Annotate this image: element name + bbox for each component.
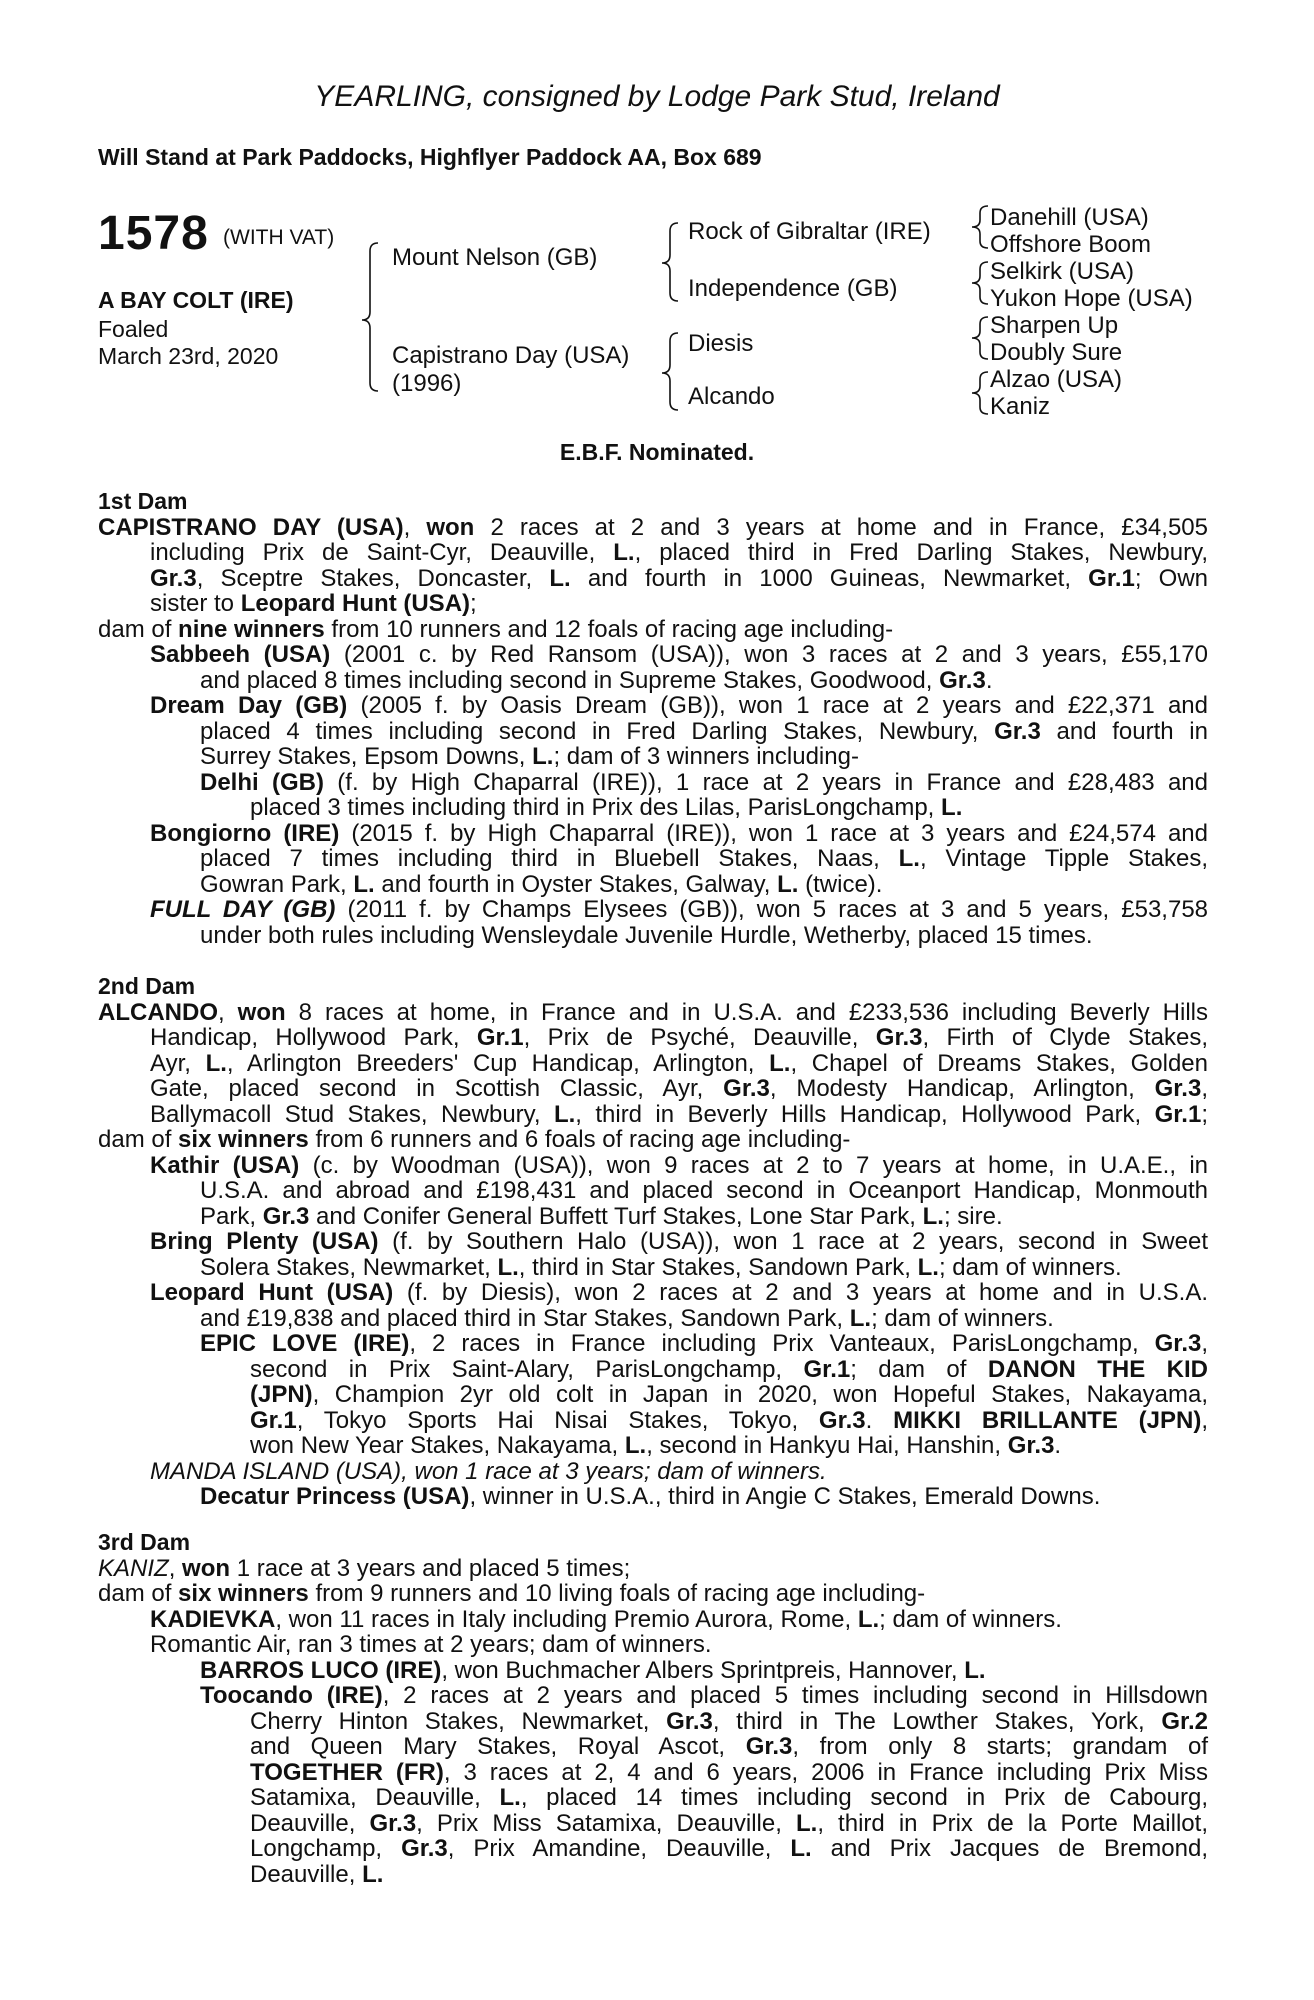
produce-entry: placed 7 times including third in Bluebell Stakes, Naas, L., Vintage Tipple Stakes,	[200, 845, 1208, 872]
dam-line: ALCANDO, won 8 races at home, in France and in U.S.A. and £233,536 including Beverly Hills	[98, 998, 1208, 1026]
sire-dam-name: Independence (GB)	[688, 275, 898, 302]
section-heading: 3rd Dam	[98, 1529, 191, 1555]
dam-line: dam of six winners from 6 runners and 6 foals of racing age including-	[98, 1126, 851, 1153]
dam-line: Ballymacoll Stud Stakes, Newbury, L., third in Beverly Hills Handicap, Hollywood Park, Gr.1;	[150, 1100, 1208, 1128]
produce-entry: Park, Gr.3 and Conifer General Buffett Turf Stakes, Lone Star Park, L.; sire.	[200, 1202, 1003, 1230]
dam-sire-name: Diesis	[688, 330, 754, 357]
produce-entry: U.S.A. and abroad and £198,431 and placed second in Oceanport Handicap, Monmouth	[200, 1177, 1208, 1204]
produce-entry: placed 3 times including third in Prix des Lilas, ParisLongchamp, L.	[250, 794, 963, 821]
g4-ancestor: Sharpen Up	[990, 312, 1119, 339]
produce-entry: Deauville, Gr.3, Prix Miss Satamixa, Deauville, L., third in Prix de la Porte Maillot,	[250, 1809, 1208, 1837]
g4-ancestor: Danehill (USA)	[990, 204, 1149, 231]
produce-entry: Toocando (IRE), 2 races at 2 years and placed 5 times including second in Hillsdown	[200, 1682, 1208, 1709]
produce-entry: Dream Day (GB) (2005 f. by Oasis Dream (GB)), won 1 race at 2 years and £22,371 and	[150, 692, 1209, 719]
foaled-date: March 23rd, 2020	[98, 343, 279, 369]
foaled-label: Foaled	[98, 316, 169, 342]
produce-entry: and placed 8 times including second in Supreme Stakes, Goodwood, Gr.3.	[200, 666, 993, 694]
produce-entry: Bongiorno (IRE) (2015 f. by High Chaparral (IRE)), won 1 race at 3 years and £24,574 and	[150, 819, 1208, 847]
g4-ancestor: Alzao (USA)	[990, 366, 1123, 393]
g4-ancestor: Selkirk (USA)	[990, 258, 1135, 285]
produce-entry: TOGETHER (FR), 3 races at 2, 4 and 6 years, 2006 in France including Prix Miss	[250, 1758, 1208, 1786]
vat-note: (WITH VAT)	[223, 226, 335, 249]
dam-line: Gr.3, Sceptre Stakes, Doncaster, L. and fourth in 1000 Guineas, Newmarket, Gr.1; Own	[150, 564, 1209, 592]
ebf-nominated: E.B.F. Nominated.	[559, 439, 755, 465]
dam-line: Gate, placed second in Scottish Classic, Ayr, Gr.3, Modesty Handicap, Arlington, Gr.3,	[150, 1075, 1208, 1102]
produce-entry: won New Year Stakes, Nakayama, L., second in Hankyu Hai, Hanshin, Gr.3.	[250, 1432, 1062, 1459]
dam-line: KANIZ, won 1 race at 3 years and placed 5 times;	[98, 1554, 631, 1582]
produce-entry: Satamixa, Deauville, L., placed 14 times including second in Prix de Cabourg,	[250, 1784, 1209, 1811]
produce-entry: (JPN), Champion 2yr old colt in Japan in 2020, won Hopeful Stakes, Nakayama,	[250, 1381, 1208, 1408]
produce-entry: Romantic Air, ran 3 times at 2 years; dam of winners.	[150, 1631, 712, 1658]
produce-entry: and £19,838 and placed third in Star Stakes, Sandown Park, L.; dam of winners.	[200, 1304, 1054, 1332]
produce-entry: Sabbeeh (USA) (2001 c. by Red Ransom (USA)), won 3 races at 2 and 3 years, £55,170	[150, 641, 1209, 668]
produce-entry: KADIEVKA, won 11 races in Italy including Premio Aurora, Rome, L.; dam of winners.	[150, 1605, 1062, 1633]
produce-entry: Gr.1, Tokyo Sports Hai Nisai Stakes, Tokyo, Gr.3. MIKKI BRILLANTE (JPN),	[250, 1406, 1208, 1434]
produce-entry: and Queen Mary Stakes, Royal Ascot, Gr.3, from only 8 starts; grandam of	[250, 1733, 1208, 1760]
dam-line: CAPISTRANO DAY (USA), won 2 races at 2 and 3 years at home and in France, £34,505	[98, 513, 1208, 541]
g4-ancestor: Doubly Sure	[990, 339, 1123, 366]
produce-entry: Longchamp, Gr.3, Prix Amandine, Deauville, L. and Prix Jacques de Bremond,	[250, 1835, 1208, 1862]
produce-entry: EPIC LOVE (IRE), 2 races in France including Prix Vanteaux, ParisLongchamp, Gr.3,	[200, 1330, 1209, 1357]
dam-line: Ayr, L., Arlington Breeders' Cup Handicap, Arlington, L., Chapel of Dreams Stakes, Golden	[150, 1049, 1209, 1077]
dam-line: dam of nine winners from 10 runners and 12 foals of racing age including-	[98, 615, 894, 643]
produce-entry: Gowran Park, L. and fourth in Oyster Stakes, Galway, L. (twice).	[200, 870, 883, 898]
produce-entry: Surrey Stakes, Epsom Downs, L.; dam of 3 winners including-	[200, 743, 859, 770]
g4-ancestor: Kaniz	[990, 393, 1051, 420]
produce-entry: Cherry Hinton Stakes, Newmarket, Gr.3, third in The Lowther Stakes, York, Gr.2	[250, 1707, 1209, 1735]
produce-entry: MANDA ISLAND (USA), won 1 race at 3 years; dam of winners.	[150, 1457, 827, 1485]
produce-entry: Kathir (USA) (c. by Woodman (USA)), won 9 races at 2 to 7 years at home, in U.A.E., in	[150, 1151, 1208, 1179]
produce-entry: BARROS LUCO (IRE), won Buchmacher Albers Sprintpreis, Hannover, L.	[200, 1656, 986, 1684]
produce-entry: second in Prix Saint-Alary, ParisLongchamp, Gr.1; dam of DANON THE KID	[250, 1355, 1209, 1383]
produce-entry: Leopard Hunt (USA) (f. by Diesis), won 2 races at 2 and 3 years at home and in U.S.A.	[150, 1279, 1208, 1306]
produce-entry: Solera Stakes, Newmarket, L., third in Star Stakes, Sandown Park, L.; dam of winners.	[200, 1253, 1122, 1281]
g4-ancestor: Offshore Boom	[990, 231, 1151, 258]
fourth-gen-ancestors	[990, 204, 1193, 420]
dam-name: Capistrano Day (USA)	[392, 342, 630, 369]
sire-name: Mount Nelson (GB)	[392, 244, 598, 271]
produce-entry: Deauville, L.	[250, 1860, 384, 1888]
lot-description: A BAY COLT (IRE)	[98, 287, 294, 313]
first-dam-section	[98, 489, 1208, 948]
dam-line: including Prix de Saint-Cyr, Deauville, L., placed third in Fred Darling Stakes, Newbury,	[150, 539, 1208, 566]
consignor-heading: YEARLING, consigned by Lodge Park Stud, Ireland	[314, 80, 1000, 113]
produce-entry: Delhi (GB) (f. by High Chaparral (IRE)), 1 race at 2 years in France and £28,483 and	[200, 768, 1209, 796]
produce-entry: placed 4 times including second in Fred Darling Stakes, Newbury, Gr.3 and fourth in	[200, 717, 1208, 745]
third-dam-section	[98, 1530, 1208, 1887]
dam-line: dam of six winners from 9 runners and 10 living foals of racing age including-	[98, 1580, 926, 1607]
lot-number: 1578	[98, 207, 209, 260]
section-heading: 2nd Dam	[98, 973, 196, 999]
produce-entry: FULL DAY (GB) (2011 f. by Champs Elysees (GB)), won 5 races at 3 and 5 years, £53,758	[150, 896, 1209, 923]
sire-sire-name: Rock of Gibraltar (IRE)	[688, 218, 931, 245]
dam-line: Handicap, Hollywood Park, Gr.1, Prix de Psyché, Deauville, Gr.3, Firth of Clyde Stakes,	[150, 1024, 1208, 1051]
g4-ancestor: Yukon Hope (USA)	[990, 285, 1193, 312]
stand-location: Will Stand at Park Paddocks, Highflyer Paddock AA, Box 689	[98, 144, 762, 170]
dam-line: sister to Leopard Hunt (USA);	[150, 590, 477, 617]
produce-entry: Bring Plenty (USA) (f. by Southern Halo (USA)), won 1 race at 2 years, second in Sweet	[150, 1228, 1208, 1255]
second-dam-section	[98, 974, 1208, 1510]
produce-entry: Decatur Princess (USA), winner in U.S.A., third in Angie C Stakes, Emerald Downs.	[200, 1483, 1101, 1510]
produce-entry: under both rules including Wensleydale Juvenile Hurdle, Wetherby, placed 15 times.	[200, 921, 1093, 949]
dam-dam-name: Alcando	[688, 383, 775, 410]
dam-year: (1996)	[392, 370, 462, 397]
section-heading: 1st Dam	[98, 488, 188, 514]
